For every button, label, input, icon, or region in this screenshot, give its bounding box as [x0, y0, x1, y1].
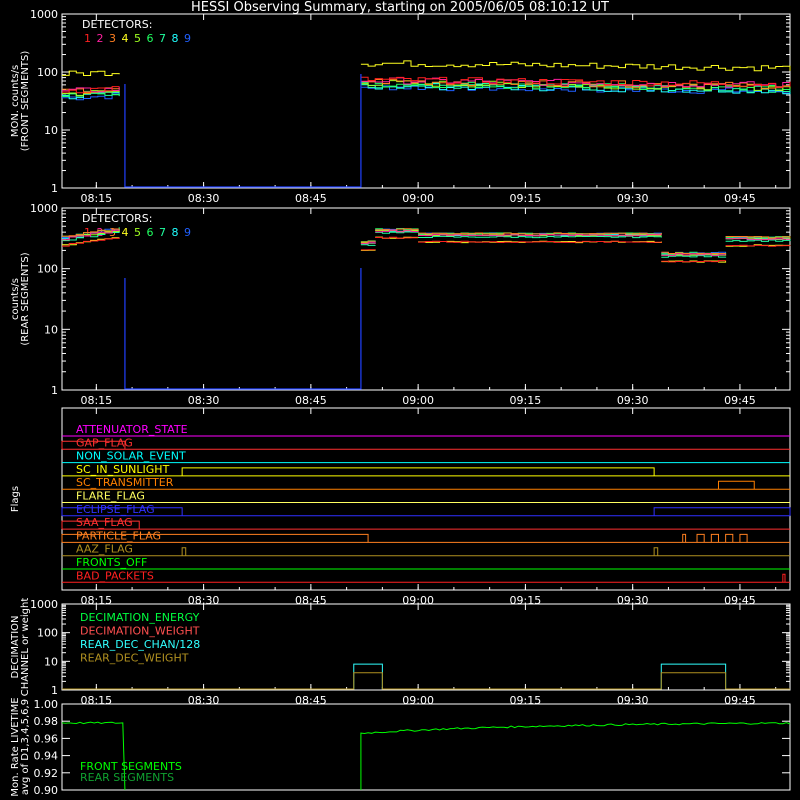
y-tick-label: 1 [51, 182, 58, 195]
legend-detector-6: 6 [146, 32, 154, 45]
y-axis-label-line: MON. counts/s [10, 64, 21, 138]
flag-label: GAP_FLAG [76, 436, 133, 450]
y-axis-label [10, 252, 31, 345]
x-tick-label: 09:30 [616, 192, 649, 205]
y-tick-label: 1 [51, 384, 58, 397]
y-tick-label: 10 [44, 323, 58, 337]
y-tick-label: 100 [37, 66, 58, 79]
y-axis-label [10, 51, 31, 152]
y-tick-label: 1000 [30, 598, 58, 611]
x-tick-label: 08:45 [295, 192, 327, 205]
flag-line-sc-in-sunlight [62, 468, 790, 476]
y-axis-label [10, 598, 31, 697]
y-axis-label-line: Flags [10, 485, 21, 513]
legend-detector-3: 3 [109, 32, 116, 45]
flag-line-bad-packets [62, 574, 790, 582]
detector-4-trace [62, 237, 790, 262]
x-tick-label: 08:30 [187, 394, 220, 407]
livetime-legend-1: FRONT SEGMENTS [80, 760, 182, 773]
x-tick-label: 09:00 [402, 594, 434, 607]
y-tick-label: 0.92 [33, 766, 58, 780]
legend-title: DETECTORS: [82, 18, 153, 31]
legend-detector-5: 5 [134, 226, 141, 239]
y-axis-label-line: avg of D1,3,4,5,6,9 [20, 698, 31, 796]
legend-title: DETECTORS: [82, 212, 153, 225]
y-tick-label: 10 [44, 655, 58, 669]
legend-detector-3: 3 [109, 226, 116, 239]
x-tick-label: 09:45 [724, 594, 756, 607]
x-tick-label: 08:45 [295, 394, 327, 407]
x-tick-label: 09:45 [724, 694, 756, 707]
flag-label: PARTICLE_FLAG [76, 529, 162, 543]
legend-detector-4: 4 [121, 32, 129, 45]
y-axis-label-line: (FRONT SEGMENTS) [20, 50, 31, 152]
flag-label: BAD_PACKETS [76, 569, 154, 583]
flag-line-eclipse-flag [62, 508, 790, 516]
x-tick-label: 09:15 [509, 694, 542, 707]
y-tick-label: 10 [44, 124, 58, 137]
x-tick-label: 09:00 [402, 192, 434, 205]
legend-detector-9: 9 [184, 32, 191, 45]
legend-detector-4: 4 [121, 226, 129, 239]
x-tick-label: 08:15 [80, 694, 113, 707]
flag-label: ATTENUATOR_STATE [76, 423, 188, 436]
rear-dec-weight-trace [62, 673, 790, 689]
x-tick-label: 09:30 [616, 694, 649, 707]
x-tick-label: 08:45 [295, 694, 327, 707]
flag-line-saa-flag [62, 521, 790, 529]
decimation-legend-4: REAR_DEC_WEIGHT [80, 651, 189, 665]
x-tick-label: 08:45 [295, 594, 327, 607]
y-axis-label-line: counts/s [10, 277, 21, 321]
y-axis-label [10, 486, 21, 512]
decimation-legend-3: REAR_DEC_CHAN/128 [80, 638, 201, 651]
y-axis-label [10, 697, 31, 796]
flag-line-gap-flag [62, 441, 790, 449]
decimation-legend-2: DECIMATION_WEIGHT [80, 624, 200, 638]
x-tick-label: 09:00 [402, 394, 434, 407]
y-tick-label: 1000 [30, 8, 58, 21]
y-tick-label: 0.98 [33, 715, 58, 729]
legend-detector-8: 8 [171, 226, 179, 239]
flag-line-aaz-flag [62, 548, 790, 556]
x-tick-label: 09:45 [724, 192, 756, 205]
y-tick-label: 1 [51, 684, 58, 697]
y-axis-label-line: DECIMATION [10, 615, 21, 679]
x-tick-label: 08:30 [187, 192, 220, 205]
detector-1-trace [62, 237, 790, 262]
legend-detector-7: 7 [159, 226, 166, 239]
y-axis-label-line: CHANNEL or weight [20, 597, 31, 697]
y-tick-label: 1000 [30, 202, 58, 215]
flag-label: SC_IN_SUNLIGHT [76, 462, 170, 476]
x-tick-label: 09:30 [616, 594, 649, 607]
y-tick-label: 100 [37, 626, 58, 640]
flag-label: SAA_FLAG [76, 516, 133, 530]
decimation-legend-1: DECIMATION_ENERGY [80, 611, 200, 624]
x-tick-label: 09:15 [509, 192, 542, 205]
flag-label: ECLIPSE_FLAG [76, 502, 155, 516]
legend-detector-5: 5 [134, 32, 141, 45]
flag-label: FLARE_FLAG [76, 489, 145, 503]
legend-detector-7: 7 [159, 32, 166, 45]
x-tick-label: 09:30 [616, 394, 649, 407]
flag-label: SC_TRANSMITTER [76, 476, 174, 490]
x-tick-label: 09:45 [724, 394, 756, 407]
x-tick-label: 08:15 [80, 594, 113, 607]
legend-detector-6: 6 [146, 226, 154, 239]
legend-detector-8: 8 [171, 32, 179, 45]
detector-4-trace [62, 61, 790, 76]
data-gap-trace [125, 268, 361, 389]
y-axis-label-line: (REAR SEGMENTS) [20, 252, 31, 346]
flag-line-particle-flag [62, 534, 790, 542]
y-tick-label: 0.90 [33, 784, 58, 797]
flag-label: NON_SOLAR_EVENT [76, 449, 186, 463]
detector-9-trace [62, 85, 790, 100]
y-tick-label: 100 [37, 262, 58, 276]
x-tick-label: 08:30 [187, 694, 220, 707]
legend-detector-2: 2 [96, 32, 104, 45]
legend-detector-1: 1 [84, 226, 91, 239]
x-tick-label: 08:15 [80, 192, 113, 205]
flag-label: FRONTS_OFF [76, 556, 148, 569]
x-tick-label: 08:15 [80, 394, 113, 407]
legend-detector-9: 9 [184, 226, 191, 239]
x-tick-label: 08:30 [187, 594, 220, 607]
y-axis-label-line: Mon. Rate LIVETIME [10, 697, 21, 797]
chart-title: HESSI Observing Summary, starting on 2005/06/05 08:10:12 UT [191, 0, 609, 15]
flag-label: AAZ_FLAG [76, 542, 133, 556]
x-tick-label: 09:00 [402, 694, 434, 707]
legend-detector-2: 2 [96, 226, 104, 239]
livetime-legend-2: REAR SEGMENTS [80, 771, 175, 784]
y-tick-label: 0.94 [33, 749, 58, 763]
y-tick-label: 0.96 [33, 732, 58, 746]
rear-dec-chan-trace [62, 664, 790, 689]
x-tick-label: 09:15 [509, 594, 542, 607]
x-tick-label: 09:15 [509, 394, 542, 407]
data-gap-trace [125, 74, 361, 187]
y-tick-label: 1.00 [33, 698, 58, 711]
legend-detector-1: 1 [84, 32, 91, 45]
